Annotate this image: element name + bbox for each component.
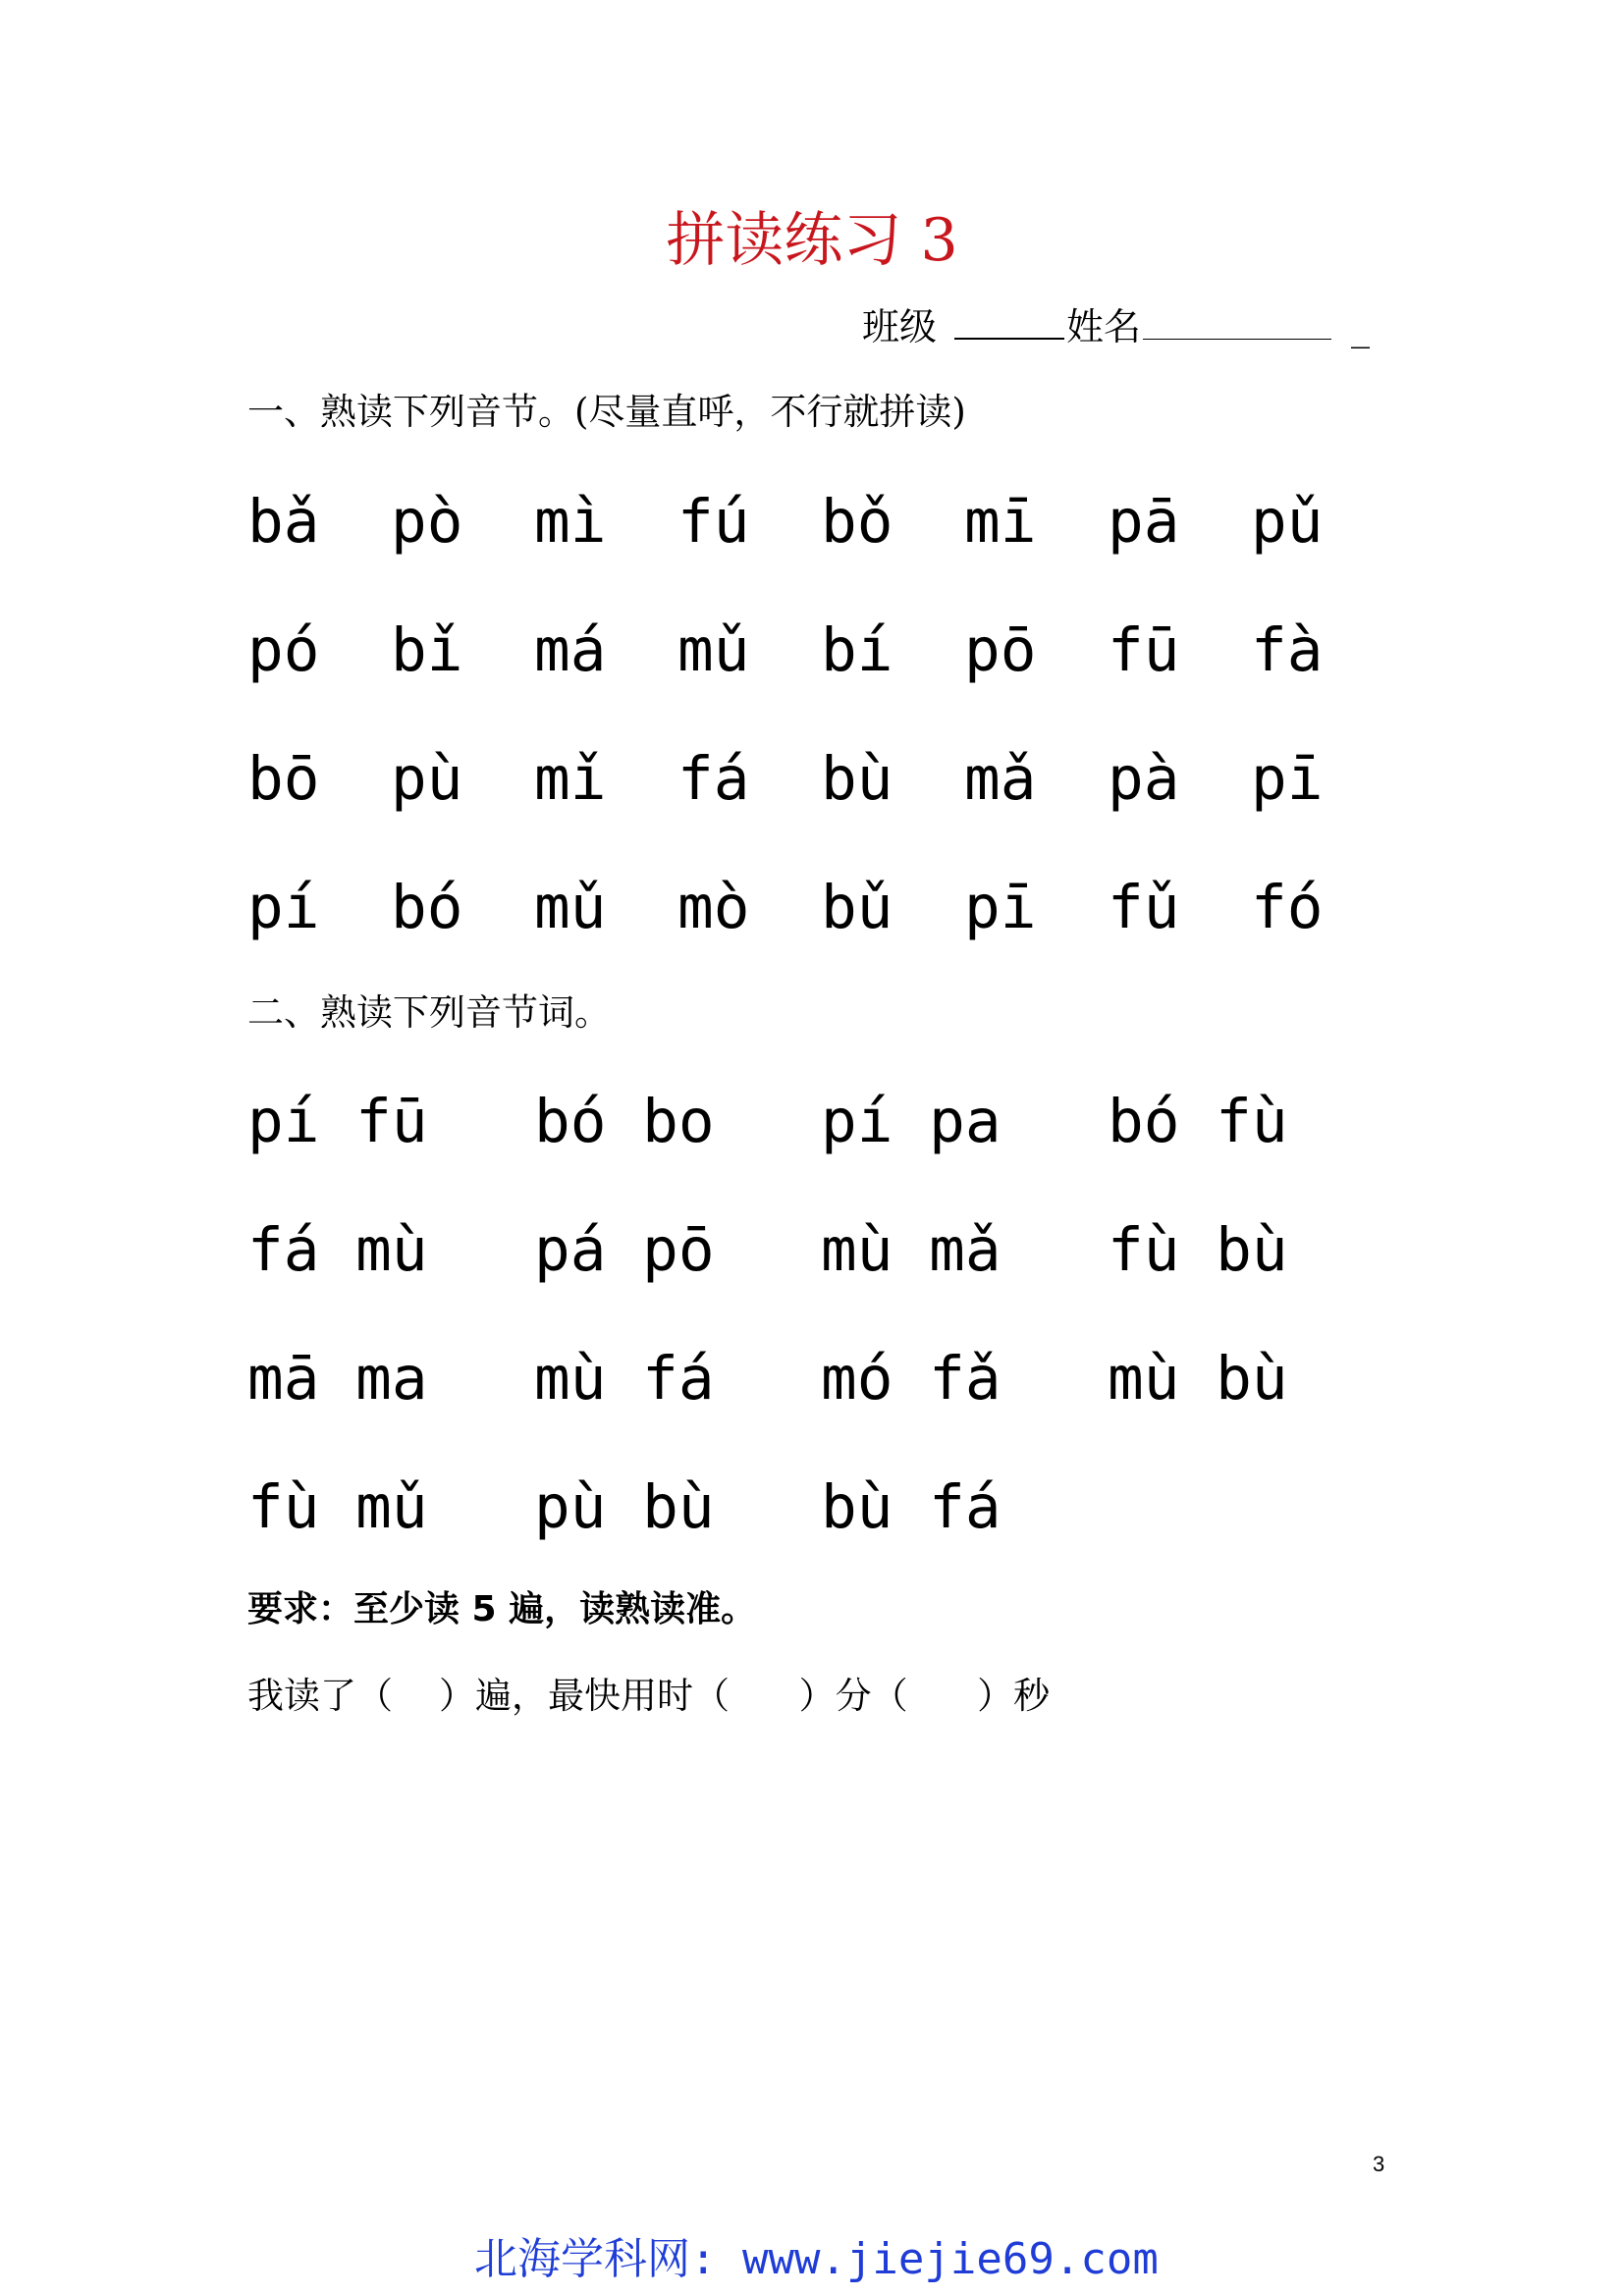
class-label: 班级 <box>862 305 938 348</box>
reading-record: 我读了（ ）遍，最快用时（ ）分（ ）秒 <box>247 1675 1051 1717</box>
syllable: fú <box>677 487 750 557</box>
syllable: bǒ <box>821 487 893 557</box>
syllable: bō <box>247 744 320 814</box>
syllable: mò <box>677 873 750 942</box>
section1-heading: 一、熟读下列音节。(尽量直呼，不行就拼读) <box>247 391 966 433</box>
syllable-word: mù fá <box>534 1344 715 1414</box>
syllable: mī <box>964 487 1037 557</box>
page-number: 3 <box>1373 2152 1385 2176</box>
syllable: pī <box>964 873 1037 942</box>
syllable: pò <box>391 487 463 557</box>
syllable-word: bó fù <box>1108 1087 1288 1156</box>
syllable-word: mā ma <box>247 1344 428 1414</box>
trailing-mark: _ <box>1351 305 1371 348</box>
syllable: má <box>534 615 607 685</box>
section2-row <box>247 1335 1524 1423</box>
syllable-word: mó fǎ <box>821 1344 1001 1414</box>
syllable: pó <box>247 615 320 685</box>
section2-row <box>247 1206 1524 1295</box>
syllable: bǎ <box>247 487 320 557</box>
syllable: fà <box>1251 615 1324 685</box>
requirement-text: 要求：至少读 5 遍，读熟读准。 <box>247 1589 757 1629</box>
syllable: bù <box>821 744 893 814</box>
section1-row <box>247 478 1524 566</box>
syllable-word: fá mù <box>247 1215 428 1285</box>
syllable-word: pí fū <box>247 1087 428 1156</box>
syllable-word: pí pa <box>821 1087 1001 1156</box>
syllable: bí <box>821 615 893 685</box>
syllable: pù <box>391 744 463 814</box>
syllable-word: pá pō <box>534 1215 715 1285</box>
section2-row <box>247 1078 1524 1166</box>
syllable: bǔ <box>821 873 893 942</box>
syllable: fá <box>677 744 750 814</box>
class-name-line <box>862 299 1370 354</box>
syllable: mì <box>534 487 607 557</box>
syllable: pō <box>964 615 1037 685</box>
syllable: mǔ <box>534 873 607 942</box>
name-blank[interactable] <box>1143 335 1331 340</box>
syllable-word: bó bo <box>534 1087 715 1156</box>
syllable: fū <box>1108 615 1180 685</box>
syllable: mǎ <box>964 744 1037 814</box>
syllable: fó <box>1251 873 1324 942</box>
syllable: pí <box>247 873 320 942</box>
section1-row <box>247 735 1524 824</box>
class-blank[interactable] <box>954 334 1064 340</box>
syllable: fǔ <box>1108 873 1180 942</box>
name-label: 姓名 <box>1066 305 1142 348</box>
syllable: pā <box>1108 487 1180 557</box>
section1-row <box>247 864 1524 952</box>
footer-watermark: 北海学科网: www.jiejie69.com <box>474 2234 1159 2284</box>
syllable-word: mù bù <box>1108 1344 1288 1414</box>
syllable: pà <box>1108 744 1180 814</box>
syllable: bǐ <box>391 615 463 685</box>
section2-heading: 二、熟读下列音节词。 <box>247 991 611 1034</box>
syllable: pǔ <box>1251 487 1324 557</box>
syllable: bó <box>391 873 463 942</box>
section2-row <box>247 1464 1524 1552</box>
syllable-word: fù mǔ <box>247 1472 428 1542</box>
syllable: mǔ <box>677 615 750 685</box>
syllable-word: fù bù <box>1108 1215 1288 1285</box>
page-title: 拼读练习 3 <box>666 206 958 275</box>
syllable-word: bù fá <box>821 1472 1001 1542</box>
syllable-word: pù bù <box>534 1472 715 1542</box>
section1-row <box>247 607 1524 695</box>
syllable: mǐ <box>534 744 607 814</box>
syllable: pī <box>1251 744 1324 814</box>
syllable-word: mù mǎ <box>821 1215 1001 1285</box>
